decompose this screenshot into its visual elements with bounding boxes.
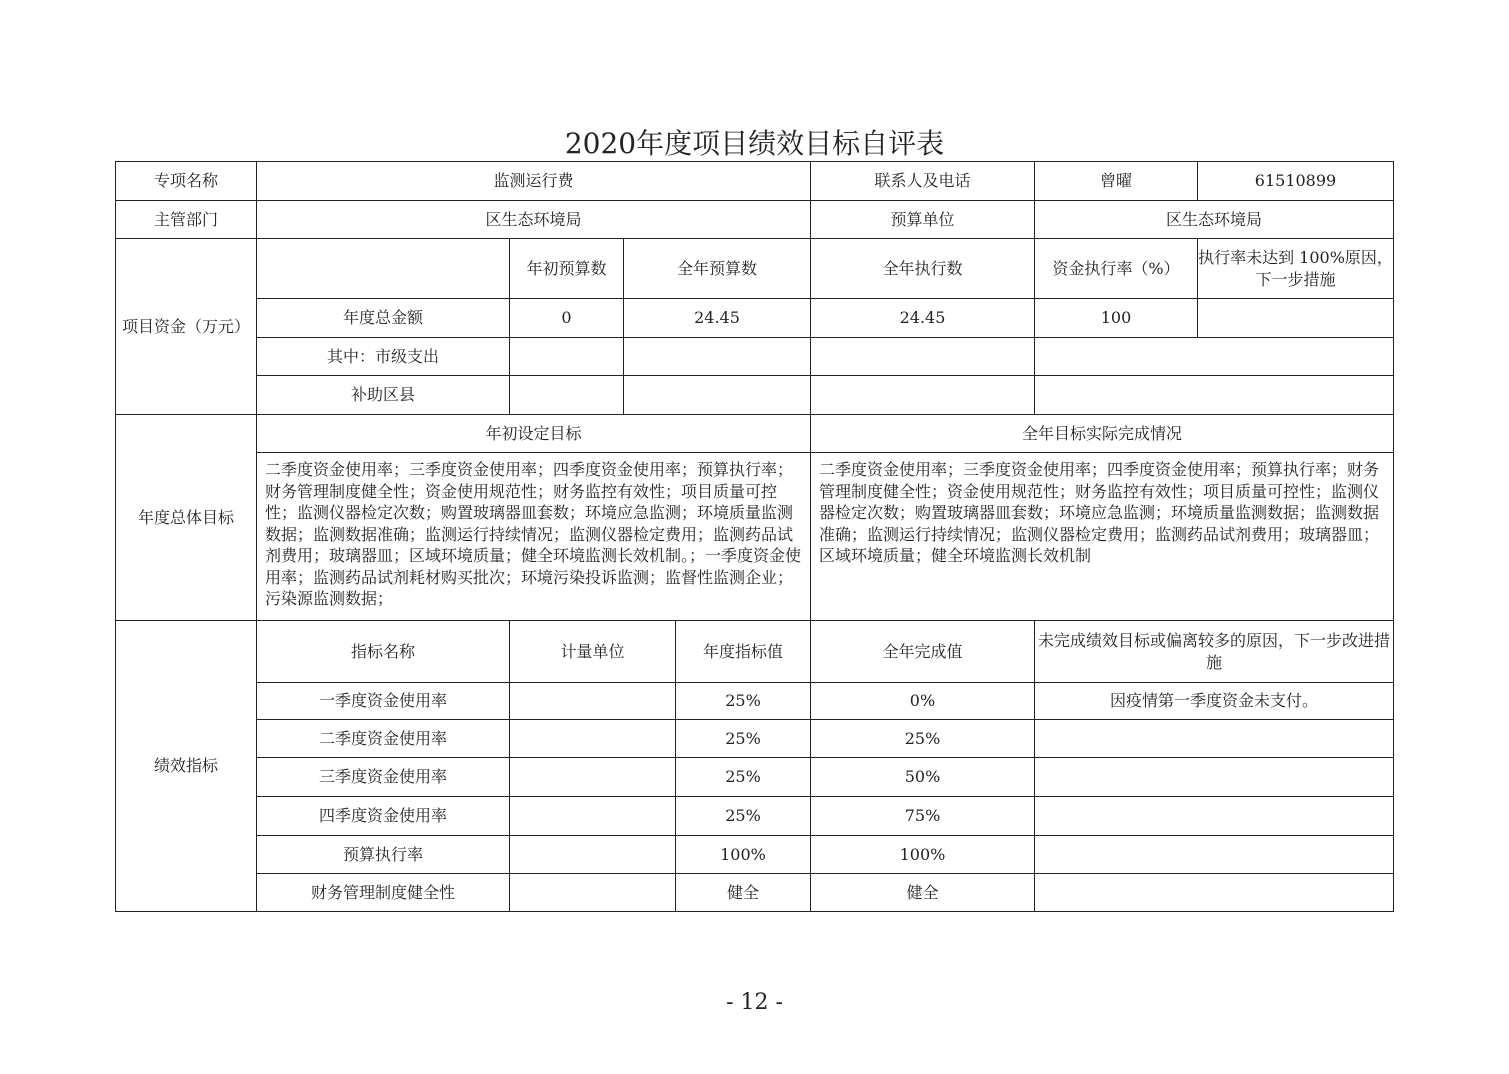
- perf-reason: [1034, 796, 1394, 836]
- perf-unit: [509, 682, 676, 720]
- funds-value: 100: [1034, 298, 1198, 338]
- goals-header-actual: 全年目标实际完成情况: [810, 414, 1394, 453]
- perf-reason: [1034, 719, 1394, 758]
- funds-value: [1034, 375, 1394, 415]
- perf-unit: [509, 796, 676, 836]
- perf-target: 25%: [675, 796, 811, 836]
- funds-header-blank: [256, 238, 510, 299]
- perf-name: 预算执行率: [256, 835, 510, 874]
- funds-header: 全年执行数: [810, 238, 1035, 299]
- page-number: - 12 -: [726, 990, 783, 1015]
- perf-target: 100%: [675, 835, 811, 874]
- funds-header: 资金执行率（%）: [1034, 238, 1198, 299]
- funds-value: [623, 337, 811, 376]
- label-contact: 联系人及电话: [810, 161, 1035, 201]
- perf-header: 年度指标值: [675, 620, 811, 683]
- perf-target: 25%: [675, 682, 811, 720]
- perf-name: 一季度资金使用率: [256, 682, 510, 720]
- funds-value: 24.45: [623, 298, 811, 338]
- department: 区生态环境局: [256, 200, 811, 239]
- goals-set-text: 二季度资金使用率；三季度资金使用率；四季度资金使用率；预算执行率；财务管理制度健全性；资金使用规范性；财务监控有效性；项目质量可控性；监测仪器检定次数；购置玻璃器皿套数；环境应急监测；环境质量监测数据；监测数据准确；监测运行持续情况；监测仪器检定费用；监测药品试剂费用；玻璃器皿；区域环境质量；健全环境监测长效机制。；一季度资金使用率；监测药品试剂耗材购买批次；环境污染投诉监测；监督性监测企业；污染源监测数据；: [256, 452, 811, 621]
- funds-row-label: 年度总金额: [256, 298, 510, 338]
- perf-actual: 25%: [810, 719, 1035, 758]
- label-project-name: 专项名称: [115, 161, 257, 201]
- contact-phone: 61510899: [1197, 161, 1394, 201]
- perf-actual: 0%: [810, 682, 1035, 720]
- funds-value: [1034, 337, 1394, 376]
- perf-unit: [509, 719, 676, 758]
- funds-value: [509, 337, 624, 376]
- funds-value: 0: [509, 298, 624, 338]
- perf-header: 指标名称: [256, 620, 510, 683]
- perf-unit: [509, 873, 676, 912]
- perf-reason: 因疫情第一季度资金未支付。: [1034, 682, 1394, 720]
- label-project-funds: 项目资金（万元）: [115, 238, 257, 415]
- perf-header: 全年完成值: [810, 620, 1035, 683]
- perf-target: 25%: [675, 719, 811, 758]
- goals-header-set: 年初设定目标: [256, 414, 811, 453]
- funds-row-label: 其中：市级支出: [256, 337, 510, 376]
- label-annual-goals: 年度总体目标: [115, 414, 257, 621]
- funds-value: [810, 375, 1035, 415]
- funds-header: 年初预算数: [509, 238, 624, 299]
- perf-target: 25%: [675, 757, 811, 797]
- perf-header: 未完成绩效目标或偏离较多的原因，下一步改进措施: [1034, 620, 1394, 683]
- perf-actual: 健全: [810, 873, 1035, 912]
- label-budget-unit: 预算单位: [810, 200, 1035, 239]
- perf-name: 三季度资金使用率: [256, 757, 510, 797]
- funds-header: 全年预算数: [623, 238, 811, 299]
- label-performance: 绩效指标: [115, 620, 257, 912]
- project-name: 监测运行费: [256, 161, 811, 201]
- funds-value: [623, 375, 811, 415]
- page-title: 2020年度项目绩效目标自评表: [564, 127, 945, 160]
- perf-unit: [509, 835, 676, 874]
- perf-reason: [1034, 835, 1394, 874]
- budget-unit: 区生态环境局: [1034, 200, 1394, 239]
- funds-value: [1197, 298, 1394, 338]
- label-department: 主管部门: [115, 200, 257, 239]
- funds-value: [810, 337, 1035, 376]
- perf-header: 计量单位: [509, 620, 676, 683]
- goals-actual-text: 二季度资金使用率；三季度资金使用率；四季度资金使用率；预算执行率；财务管理制度健全性；资金使用规范性；财务监控有效性；项目质量可控性；监测仪器检定次数；购置玻璃器皿套数；环境应急监测；环境质量监测数据；监测数据准确；监测运行持续情况；监测仪器检定费用；监测药品试剂费用；玻璃器皿；区域环境质量；健全环境监测长效机制: [810, 452, 1394, 621]
- funds-value: [509, 375, 624, 415]
- perf-reason: [1034, 757, 1394, 797]
- perf-name: 四季度资金使用率: [256, 796, 510, 836]
- perf-name: 财务管理制度健全性: [256, 873, 510, 912]
- perf-actual: 75%: [810, 796, 1035, 836]
- funds-value: 24.45: [810, 298, 1035, 338]
- perf-actual: 100%: [810, 835, 1035, 874]
- perf-actual: 50%: [810, 757, 1035, 797]
- perf-unit: [509, 757, 676, 797]
- funds-row-label: 补助区县: [256, 375, 510, 415]
- perf-target: 健全: [675, 873, 811, 912]
- perf-reason: [1034, 873, 1394, 912]
- funds-header: 执行率未达到 100%原因，下一步措施: [1197, 238, 1394, 299]
- perf-name: 二季度资金使用率: [256, 719, 510, 758]
- contact-name: 曾曜: [1034, 161, 1198, 201]
